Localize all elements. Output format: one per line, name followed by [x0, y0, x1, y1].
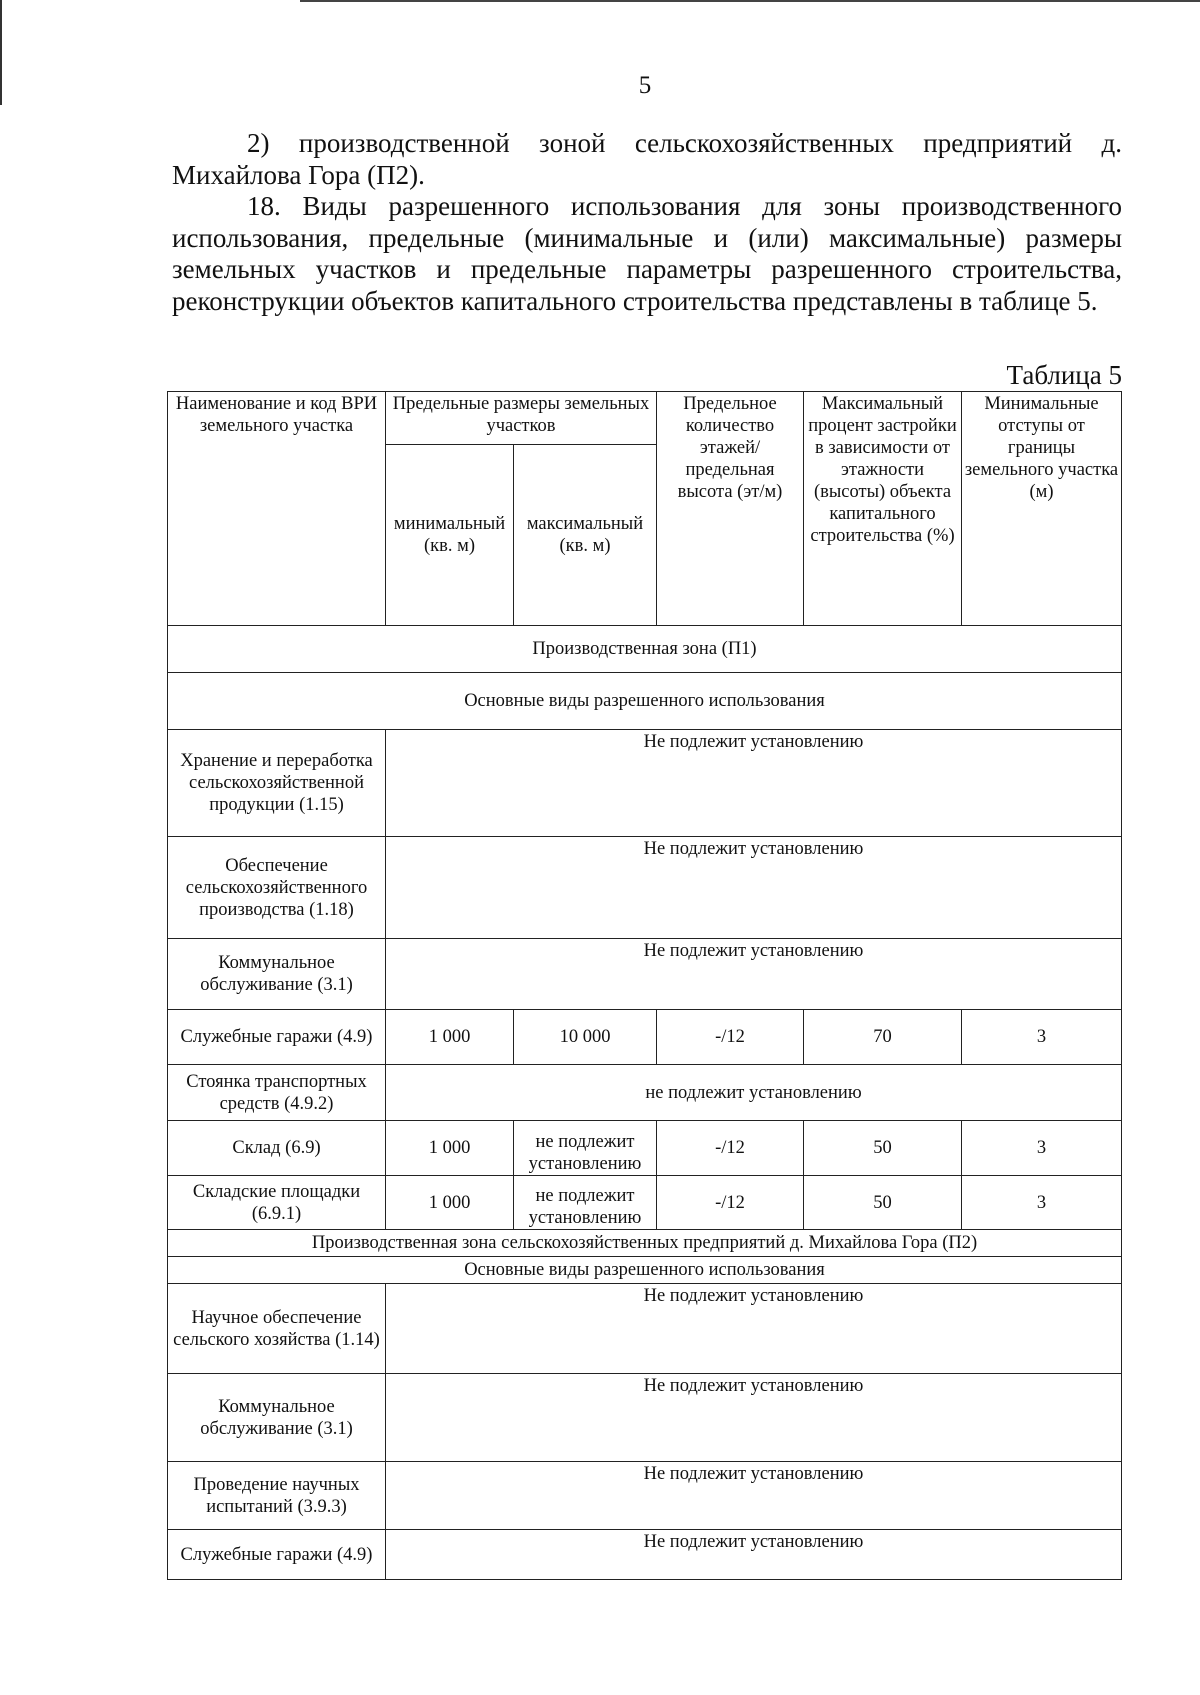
row-name: Проведение научных испытаний (3.9.3)	[168, 1462, 386, 1530]
zone1-subtitle: Основные виды разрешенного использования	[168, 673, 1122, 730]
intro-line-1: 2) производственной зоной сельскохозяйственных предприятий д. Михайлова Гора (П2).	[172, 128, 1122, 190]
row-name: Стоянка транспортных средств (4.9.2)	[168, 1065, 386, 1121]
table-row	[168, 1374, 1122, 1462]
row-name: Складские площадки (6.9.1)	[168, 1176, 386, 1230]
table-row	[168, 1530, 1122, 1580]
table-row	[168, 1176, 1122, 1230]
row-merged-value: Не подлежит установлению	[386, 837, 1122, 939]
header-max: максимальный (кв. м)	[514, 445, 657, 626]
table-row	[168, 837, 1122, 939]
header-min: минимальный (кв. м)	[386, 445, 514, 626]
row-min: 1 000	[386, 1176, 514, 1230]
zone2-title: Производственная зона сельскохозяйственных предприятий д. Михайлова Гора (П2)	[168, 1230, 1122, 1257]
table-row	[168, 939, 1122, 1010]
row-min: 1 000	[386, 1010, 514, 1065]
table-caption: Таблица 5	[1006, 360, 1122, 390]
row-min: 1 000	[386, 1121, 514, 1176]
row-name: Склад (6.9)	[168, 1121, 386, 1176]
row-floors: -/12	[657, 1176, 804, 1230]
zone-subtitle-row	[168, 1257, 1122, 1284]
row-merged-value: Не подлежит установлению	[386, 730, 1122, 837]
table-row	[168, 1121, 1122, 1176]
land-use-table	[167, 391, 1122, 1580]
row-percent: 70	[804, 1010, 962, 1065]
row-merged-value: не подлежит установлению	[386, 1065, 1122, 1121]
zone-title-row	[168, 626, 1122, 673]
zone-subtitle-row	[168, 673, 1122, 730]
row-name: Обеспечение сельскохозяйственного производства (1.18)	[168, 837, 386, 939]
header-sizes: Предельные размеры земельных участков	[386, 392, 657, 445]
row-max: 10 000	[514, 1010, 657, 1065]
zone1-title: Производственная зона (П1)	[168, 626, 1122, 673]
table-row	[168, 1065, 1122, 1121]
table-row	[168, 730, 1122, 837]
row-floors: -/12	[657, 1010, 804, 1065]
row-setback: 3	[962, 1010, 1122, 1065]
row-name: Служебные гаражи (4.9)	[168, 1530, 386, 1580]
row-setback: 3	[962, 1121, 1122, 1176]
row-floors: -/12	[657, 1121, 804, 1176]
body-text	[172, 128, 1122, 317]
row-max: не подлежит установлению	[514, 1176, 657, 1230]
row-name: Служебные гаражи (4.9)	[168, 1010, 386, 1065]
header-floors: Предельное количество этажей/ предельная высота (эт/м)	[657, 392, 804, 626]
row-name: Хранение и переработка сельскохозяйственной продукции (1.15)	[168, 730, 386, 837]
row-max: не подлежит установлению	[514, 1121, 657, 1176]
row-percent: 50	[804, 1176, 962, 1230]
row-setback: 3	[962, 1176, 1122, 1230]
row-merged-value: Не подлежит установлению	[386, 1462, 1122, 1530]
intro-paragraph: 18. Виды разрешенного использования для зоны производственного использования, предельные (минимальные и (или) максимальные) размеры земельных участков и предельные параметры разрешенного строительства, реконструкции объектов капитального строительства представлены в таблице 5.	[172, 191, 1122, 316]
page-number: 5	[638, 72, 652, 99]
table-row	[168, 1010, 1122, 1065]
row-merged-value: Не подлежит установлению	[386, 1284, 1122, 1374]
zone-title-row	[168, 1230, 1122, 1257]
table-row	[168, 1284, 1122, 1374]
row-merged-value: Не подлежит установлению	[386, 939, 1122, 1010]
scan-edge-top	[300, 0, 1200, 2]
row-name: Коммунальное обслуживание (3.1)	[168, 939, 386, 1010]
table-row	[168, 1462, 1122, 1530]
row-percent: 50	[804, 1121, 962, 1176]
row-name: Научное обеспечение сельского хозяйства (1.14)	[168, 1284, 386, 1374]
table-header-row	[168, 392, 1122, 445]
header-name: Наименование и код ВРИ земельного участка	[168, 392, 386, 626]
zone2-subtitle: Основные виды разрешенного использования	[168, 1257, 1122, 1284]
row-merged-value: Не подлежит установлению	[386, 1374, 1122, 1462]
header-percent: Максимальный процент застройки в зависимости от этажности (высоты) объекта капитального строительства (%)	[804, 392, 962, 626]
row-name: Коммунальное обслуживание (3.1)	[168, 1374, 386, 1462]
row-merged-value: Не подлежит установлению	[386, 1530, 1122, 1580]
header-setback: Минимальные отступы от границы земельного участка (м)	[962, 392, 1122, 626]
